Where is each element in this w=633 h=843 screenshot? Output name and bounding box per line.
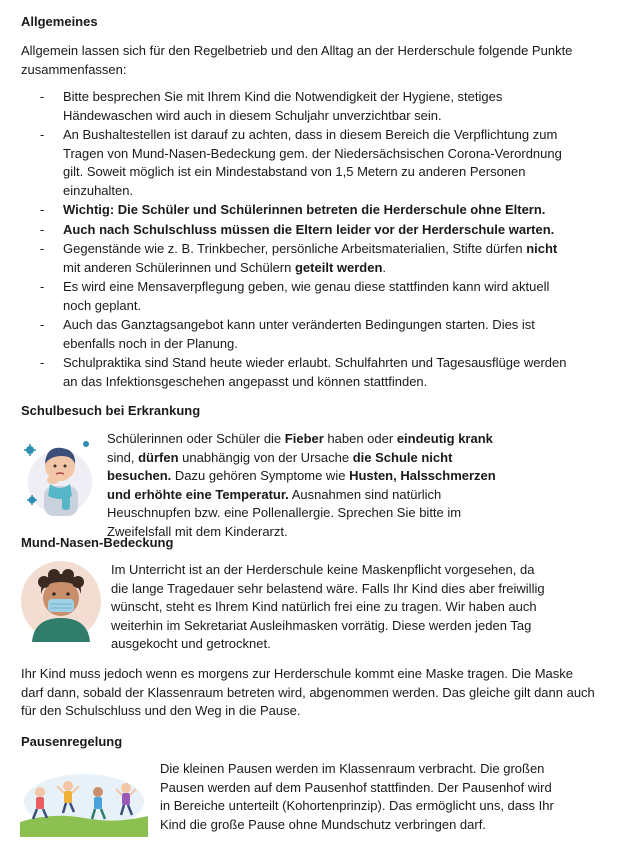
text-run: sind,	[107, 449, 139, 465]
children-playing-icon	[20, 762, 148, 837]
heading-maske: Mund-Nasen-Bedeckung	[21, 535, 174, 550]
text-run: Ausnahmen sind natürlich Heuschnupfen bzw. eine Pollenallergie. Sprechen Sie bitte im Zweifelsfall mit dem Kinderarzt.	[107, 486, 462, 539]
bullet-item	[38, 201, 578, 220]
erkrankung-paragraph	[107, 430, 517, 541]
bold-text-run: Auch nach Schulschluss müssen die Eltern leider vor der Herderschule warten.	[63, 221, 555, 237]
bold-text-run: geteilt werden	[294, 259, 383, 275]
intro-paragraph: Allgemein lassen sich für den Regelbetrieb und den Alltag an der Herderschule folgende Punkte zusammenfassen:	[21, 43, 573, 77]
text-run: Es wird eine Mensaverpflegung geben, wie genau diese stattfinden kann wird aktuell noch geplant.	[63, 279, 550, 313]
bullet-item	[38, 240, 578, 277]
masked-person-icon	[20, 560, 102, 642]
text-run: Gegenstände wie z. B. Trinkbecher, persönliche Arbeitsmaterialien, Stifte dürfen	[63, 241, 527, 256]
bullet-item	[38, 221, 578, 240]
text-run: An Bushaltestellen ist darauf zu achten, dass in diesem Bereich die Verpflichtung zum Tragen von Mund-Nasen-Bedeckung gem. der Niedersächsischen Corona-Verordnung gilt. Soweit möglich ist ein Mindestabstand von 1,5 Metern zu anderen Personen einzuhalten.	[63, 127, 562, 198]
bold-text-run: eindeutig krank	[396, 431, 493, 446]
bold-text-run: Fieber	[284, 431, 324, 446]
text-run: mit anderen Schülerinnen und Schülern	[63, 259, 295, 275]
maske-side-paragraph: Im Unterricht ist an der Herderschule keine Maskenpflicht vorgesehen, da die lange Tragedauer sehr belastend wäre. Falls Ihr Kind dies aber freiwillig wünscht, steht es Ihrem Kind natürlich frei eine zu tragen. Wir haben auch weiterhin im Sekretariat Ausleihmasken vorrätig. Diese werden jeden Tag ausgekocht und getrocknet.	[111, 562, 545, 651]
pausen-side-paragraph: Die kleinen Pausen werden im Klassenraum verbracht. Die großen Pausen werden auf dem Pausenhof stattfinden. Der Pausenhof wird in Bereiche unterteilt (Kohortenprinzip). Das ermöglicht uns, dass Ihr Kind die große Pause ohne Mundschutz verbringen darf.	[160, 761, 554, 832]
maske-body-paragraph: Ihr Kind muss jedoch wenn es morgens zur Herderschule kommt eine Maske tragen. Die Maske darf dann, sobald der Klassenraum betreten wird, abgenommen werden. Das gleiche gilt dann auch für den Schulschluss und den Weg in die Pause.	[21, 666, 595, 718]
bold-text-run: die Schule nicht besuchen.	[107, 449, 453, 483]
bullet-item	[38, 354, 578, 391]
bullet-item	[38, 126, 578, 200]
bold-text-run: nicht	[526, 241, 558, 256]
bullet-item	[38, 278, 578, 315]
bullet-list	[38, 88, 578, 392]
text-run: haben oder	[323, 431, 397, 446]
text-run: unabhängig von der Ursache	[178, 449, 353, 465]
heading-erkrankung: Schulbesuch bei Erkrankung	[21, 403, 201, 418]
bold-text-run: dürfen	[138, 449, 179, 465]
bold-text-run: Wichtig: Die Schüler und Schülerinnen betreten die Herderschule ohne Eltern.	[63, 202, 546, 217]
text-run: Schulpraktika sind Stand heute wieder erlaubt. Schulfahrten und Tagesausflüge werden an das Infektionsgeschehen angepasst und können stattfinden.	[63, 355, 567, 389]
text-run: Auch das Ganztagsangebot kann unter veränderten Bedingungen starten. Dies ist ebenfalls noch in der Planung.	[63, 317, 535, 351]
text-run: Dazu gehören Symptome wie	[171, 468, 350, 483]
bullet-item	[38, 88, 578, 125]
bold-text-run: Husten, Halsschmerzen und erhöhte eine Temperatur.	[107, 468, 496, 502]
sick-child-icon	[20, 430, 98, 516]
heading-pausen: Pausenregelung	[21, 734, 123, 749]
bullet-item	[38, 316, 578, 353]
text-run: Bitte besprechen Sie mit Ihrem Kind die Notwendigkeit der Hygiene, stetiges Händewaschen wird auch in diesem Schuljahr unverzichtbar sein.	[63, 89, 503, 123]
heading-allgemeines: Allgemeines	[21, 14, 98, 29]
text-run: Schülerinnen oder Schüler die	[107, 431, 285, 446]
text-run: .	[382, 259, 387, 275]
